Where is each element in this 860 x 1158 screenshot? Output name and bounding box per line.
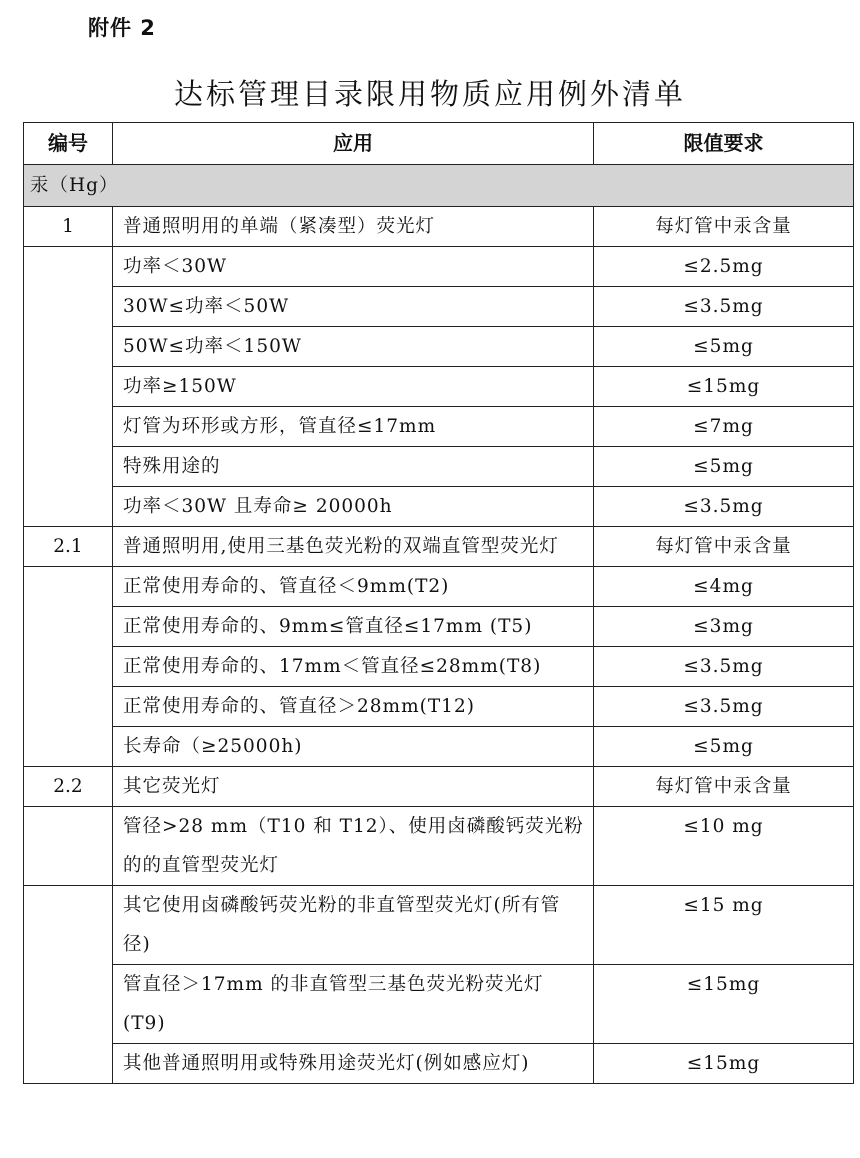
section-application: 其它荧光灯	[113, 767, 594, 807]
row-limit: ≤3.5mg	[594, 687, 854, 727]
row-application: 正常使用寿命的、管直径＜9mm(T2)	[113, 567, 594, 607]
row-application: 灯管为环形或方形，管直径≤17mm	[113, 407, 594, 447]
section-no: 2.2	[24, 767, 113, 807]
row-application: 功率≥150W	[113, 367, 594, 407]
row-limit: ≤3.5mg	[594, 287, 854, 327]
row-limit: ≤15mg	[594, 965, 854, 1044]
table-row	[24, 647, 854, 687]
row-limit: ≤15mg	[594, 1044, 854, 1084]
row-limit: ≤15mg	[594, 367, 854, 407]
header-no: 编号	[24, 123, 113, 165]
attachment-label: 附件 2	[88, 16, 156, 40]
section-no: 1	[24, 207, 113, 247]
table-row	[24, 247, 854, 287]
table-row	[24, 407, 854, 447]
table-row	[24, 886, 854, 965]
exemption-table	[23, 122, 854, 1084]
row-application: 其他普通照明用或特殊用途荧光灯(例如感应灯)	[113, 1044, 594, 1084]
table-row	[24, 1044, 854, 1084]
section-limit: 每灯管中汞含量	[594, 207, 854, 247]
section-limit: 每灯管中汞含量	[594, 527, 854, 567]
section-limit: 每灯管中汞含量	[594, 767, 854, 807]
table-row	[24, 287, 854, 327]
blank-no-cell	[24, 247, 113, 527]
row-application: 特殊用途的	[113, 447, 594, 487]
row-limit: ≤5mg	[594, 447, 854, 487]
row-application: 30W≤功率＜50W	[113, 287, 594, 327]
section-row	[24, 767, 854, 807]
row-limit: ≤3.5mg	[594, 647, 854, 687]
blank-no-cell	[24, 886, 113, 1084]
table-row	[24, 965, 854, 1044]
table-row	[24, 447, 854, 487]
table-row	[24, 687, 854, 727]
row-application: 功率＜30W	[113, 247, 594, 287]
row-limit: ≤3.5mg	[594, 487, 854, 527]
section-row	[24, 207, 854, 247]
row-application: 管径>28 mm（T10 和 T12）、使用卤磷酸钙荧光粉的的直管型荧光灯	[113, 807, 594, 886]
row-application: 其它使用卤磷酸钙荧光粉的非直管型荧光灯(所有管径)	[113, 886, 594, 965]
row-limit: ≤15 mg	[594, 886, 854, 965]
row-limit: ≤5mg	[594, 327, 854, 367]
group-mercury: 汞（Hg）	[24, 165, 854, 207]
row-application: 长寿命（≥25000h)	[113, 727, 594, 767]
table-row	[24, 807, 854, 886]
row-limit: ≤2.5mg	[594, 247, 854, 287]
row-limit: ≤10 mg	[594, 807, 854, 886]
blank-no-cell	[24, 567, 113, 767]
blank-no-cell	[24, 807, 113, 886]
row-application: 管直径＞17mm 的非直管型三基色荧光粉荧光灯 (T9)	[113, 965, 594, 1044]
row-limit: ≤3mg	[594, 607, 854, 647]
table-row	[24, 487, 854, 527]
table-row	[24, 567, 854, 607]
table-row	[24, 327, 854, 367]
row-application: 正常使用寿命的、管直径＞28mm(T12)	[113, 687, 594, 727]
document-title: 达标管理目录限用物质应用例外清单	[173, 77, 686, 111]
row-application: 功率＜30W 且寿命≥ 20000h	[113, 487, 594, 527]
table-row	[24, 727, 854, 767]
header-application: 应用	[113, 123, 594, 165]
table-row	[24, 607, 854, 647]
row-limit: ≤7mg	[594, 407, 854, 447]
section-row	[24, 527, 854, 567]
header-limit: 限值要求	[594, 123, 854, 165]
section-application: 普通照明用,使用三基色荧光粉的双端直管型荧光灯	[113, 527, 594, 567]
row-limit: ≤5mg	[594, 727, 854, 767]
section-no: 2.1	[24, 527, 113, 567]
section-application: 普通照明用的单端（紧凑型）荧光灯	[113, 207, 594, 247]
row-application: 正常使用寿命的、9mm≤管直径≤17mm (T5)	[113, 607, 594, 647]
row-application: 50W≤功率＜150W	[113, 327, 594, 367]
table-row	[24, 367, 854, 407]
row-application: 正常使用寿命的、17mm＜管直径≤28mm(T8)	[113, 647, 594, 687]
row-limit: ≤4mg	[594, 567, 854, 607]
